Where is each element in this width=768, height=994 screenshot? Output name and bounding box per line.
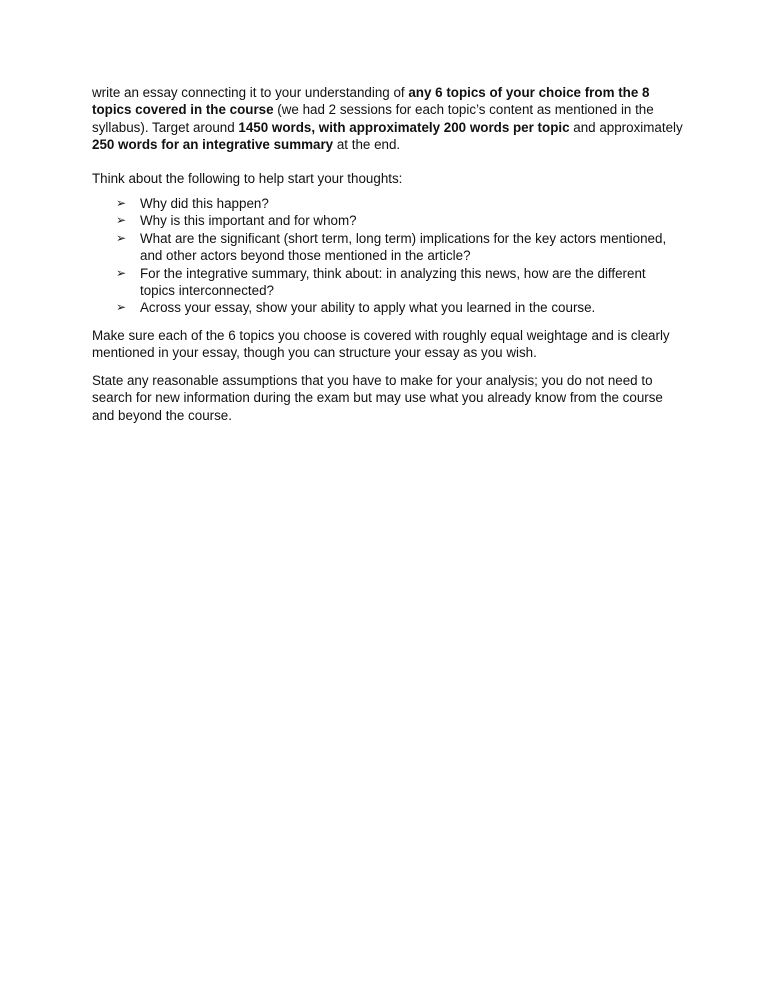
weightage-paragraph: Make sure each of the 6 topics you choose is covered with roughly equal weightage and is clearly mentioned in your essay, though you can structure your essay as you wish. (92, 327, 670, 361)
list-item (116, 299, 684, 316)
arrow-bullet-icon: ➢ (116, 265, 127, 280)
list-item (116, 212, 684, 229)
list-item-text: For the integrative summary, think about: in analyzing this news, how are the different topics interconnected? (140, 265, 646, 299)
intro-text-2: (we had 2 sessions for each topic’s content as mentioned in the syllabus). Target around (92, 102, 654, 135)
prompt-lead: Think about the following to help start your thoughts: (92, 170, 403, 186)
document-page (92, 84, 684, 424)
list-item (116, 230, 684, 265)
assumptions-paragraph: State any reasonable assumptions that you have to make for your analysis; you do not need to search for new information during the exam but may use what you already know from the course and beyond the course. (92, 372, 663, 423)
intro-bold-topics: any 6 topics of your choice from the 8 topics covered in the course (92, 85, 650, 118)
arrow-bullet-icon: ➢ (116, 213, 127, 228)
list-item (116, 195, 684, 212)
list-item-text: Why is this important and for whom? (140, 213, 357, 229)
prompt-list (92, 195, 684, 317)
arrow-bullet-icon: ➢ (116, 300, 127, 315)
intro-bold-summary-target: 250 words for an integrative summary (92, 137, 334, 153)
list-item-text: Why did this happen? (140, 196, 269, 212)
intro-text-3: and approximately (569, 119, 683, 135)
list-item-text: Across your essay, show your ability to apply what you learned in the course. (140, 300, 596, 316)
list-item (116, 265, 684, 300)
intro-paragraph (92, 84, 684, 154)
arrow-bullet-icon: ➢ (116, 196, 127, 211)
intro-bold-word-target: 1450 words, with approximately 200 words per topic (238, 119, 570, 135)
intro-text-1: write an essay connecting it to your understanding of (92, 85, 409, 100)
arrow-bullet-icon: ➢ (116, 230, 127, 245)
list-item-text: What are the significant (short term, long term) implications for the key actors mentioned, and other actors beyond those mentioned in the article? (140, 230, 667, 264)
intro-text-4: at the end. (333, 137, 401, 153)
